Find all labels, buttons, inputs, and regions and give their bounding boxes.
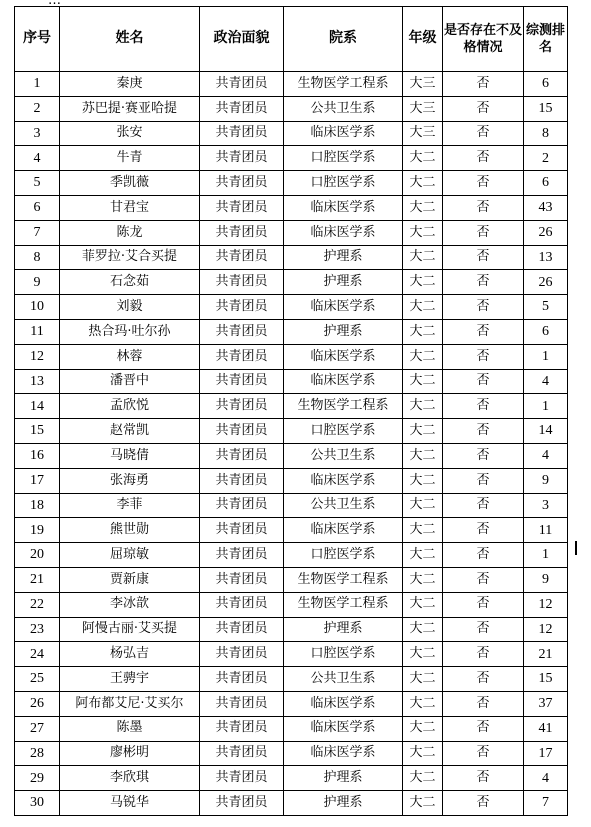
cell-overall-rank: 41 bbox=[524, 716, 568, 741]
cell-overall-rank: 15 bbox=[524, 96, 568, 121]
cell-overall-rank: 4 bbox=[524, 443, 568, 468]
cell-political-status: 共青团员 bbox=[200, 270, 284, 295]
cell-overall-rank: 15 bbox=[524, 667, 568, 692]
table-row bbox=[15, 394, 568, 419]
cell-grade: 大二 bbox=[403, 369, 443, 394]
cell-overall-rank: 26 bbox=[524, 220, 568, 245]
cell-political-status: 共青团员 bbox=[200, 741, 284, 766]
cell-name: 苏巴提·赛亚哈提 bbox=[60, 96, 200, 121]
cell-department: 临床医学系 bbox=[284, 344, 403, 369]
header-name: 姓名 bbox=[60, 7, 200, 72]
cell-department: 生物医学工程系 bbox=[284, 394, 403, 419]
cell-political-status: 共青团员 bbox=[200, 319, 284, 344]
cell-index: 1 bbox=[15, 72, 60, 97]
cell-failing-status: 否 bbox=[443, 617, 524, 642]
cell-grade: 大二 bbox=[403, 716, 443, 741]
cell-overall-rank: 9 bbox=[524, 468, 568, 493]
cell-department: 临床医学系 bbox=[284, 468, 403, 493]
cell-failing-status: 否 bbox=[443, 96, 524, 121]
cell-index: 9 bbox=[15, 270, 60, 295]
cell-overall-rank: 12 bbox=[524, 617, 568, 642]
cell-political-status: 共青团员 bbox=[200, 518, 284, 543]
cell-department: 口腔医学系 bbox=[284, 642, 403, 667]
table-row bbox=[15, 543, 568, 568]
cell-index: 20 bbox=[15, 543, 60, 568]
header-overall-rank: 综测排名 bbox=[524, 7, 568, 72]
cell-department: 口腔医学系 bbox=[284, 146, 403, 171]
cell-name: 杨弘吉 bbox=[60, 642, 200, 667]
cell-grade: 大二 bbox=[403, 543, 443, 568]
cell-name: 屈琼敏 bbox=[60, 543, 200, 568]
table-header bbox=[15, 7, 568, 72]
cell-political-status: 共青团员 bbox=[200, 691, 284, 716]
table-row bbox=[15, 220, 568, 245]
cell-department: 公共卫生系 bbox=[284, 667, 403, 692]
cell-department: 临床医学系 bbox=[284, 369, 403, 394]
cell-index: 8 bbox=[15, 245, 60, 270]
cell-index: 26 bbox=[15, 691, 60, 716]
cell-political-status: 共青团员 bbox=[200, 171, 284, 196]
cell-grade: 大二 bbox=[403, 518, 443, 543]
cell-political-status: 共青团员 bbox=[200, 121, 284, 146]
cell-political-status: 共青团员 bbox=[200, 394, 284, 419]
student-list-table bbox=[14, 6, 568, 816]
cell-overall-rank: 21 bbox=[524, 642, 568, 667]
cell-political-status: 共青团员 bbox=[200, 791, 284, 816]
cell-political-status: 共青团员 bbox=[200, 195, 284, 220]
cell-index: 12 bbox=[15, 344, 60, 369]
header-department: 院系 bbox=[284, 7, 403, 72]
cell-grade: 大三 bbox=[403, 96, 443, 121]
header-grade: 年级 bbox=[403, 7, 443, 72]
table-row bbox=[15, 295, 568, 320]
cell-failing-status: 否 bbox=[443, 369, 524, 394]
table-row bbox=[15, 419, 568, 444]
table-row bbox=[15, 592, 568, 617]
cell-overall-rank: 2 bbox=[524, 146, 568, 171]
table-row bbox=[15, 791, 568, 816]
caption-fragment: … bbox=[48, 0, 61, 8]
cell-political-status: 共青团员 bbox=[200, 419, 284, 444]
cell-index: 2 bbox=[15, 96, 60, 121]
cell-name: 陈龙 bbox=[60, 220, 200, 245]
cell-political-status: 共青团员 bbox=[200, 716, 284, 741]
cell-index: 14 bbox=[15, 394, 60, 419]
cell-overall-rank: 14 bbox=[524, 419, 568, 444]
header-political-status: 政治面貌 bbox=[200, 7, 284, 72]
cell-overall-rank: 3 bbox=[524, 493, 568, 518]
cell-overall-rank: 6 bbox=[524, 171, 568, 196]
table-row bbox=[15, 195, 568, 220]
cell-index: 28 bbox=[15, 741, 60, 766]
cell-name: 李菲 bbox=[60, 493, 200, 518]
cell-department: 口腔医学系 bbox=[284, 171, 403, 196]
cell-department: 公共卫生系 bbox=[284, 493, 403, 518]
cell-department: 生物医学工程系 bbox=[284, 592, 403, 617]
table-row bbox=[15, 518, 568, 543]
cell-failing-status: 否 bbox=[443, 220, 524, 245]
cell-department: 生物医学工程系 bbox=[284, 567, 403, 592]
cell-failing-status: 否 bbox=[443, 468, 524, 493]
cell-failing-status: 否 bbox=[443, 419, 524, 444]
cell-index: 4 bbox=[15, 146, 60, 171]
cell-overall-rank: 43 bbox=[524, 195, 568, 220]
cell-name: 张安 bbox=[60, 121, 200, 146]
cell-name: 陈墨 bbox=[60, 716, 200, 741]
cell-grade: 大二 bbox=[403, 567, 443, 592]
table-row bbox=[15, 245, 568, 270]
cell-failing-status: 否 bbox=[443, 146, 524, 171]
cell-department: 公共卫生系 bbox=[284, 96, 403, 121]
cell-grade: 大二 bbox=[403, 691, 443, 716]
cell-index: 19 bbox=[15, 518, 60, 543]
cell-name: 阿布都艾尼·艾买尔 bbox=[60, 691, 200, 716]
cell-department: 临床医学系 bbox=[284, 121, 403, 146]
cell-political-status: 共青团员 bbox=[200, 369, 284, 394]
cell-overall-rank: 11 bbox=[524, 518, 568, 543]
cell-overall-rank: 17 bbox=[524, 741, 568, 766]
cell-political-status: 共青团员 bbox=[200, 72, 284, 97]
cell-overall-rank: 1 bbox=[524, 394, 568, 419]
table-row bbox=[15, 642, 568, 667]
table-row bbox=[15, 96, 568, 121]
cell-failing-status: 否 bbox=[443, 270, 524, 295]
cell-grade: 大二 bbox=[403, 270, 443, 295]
cell-index: 25 bbox=[15, 667, 60, 692]
cell-failing-status: 否 bbox=[443, 319, 524, 344]
cell-index: 29 bbox=[15, 766, 60, 791]
cell-index: 24 bbox=[15, 642, 60, 667]
cell-name: 林蓉 bbox=[60, 344, 200, 369]
cell-department: 临床医学系 bbox=[284, 741, 403, 766]
cell-department: 护理系 bbox=[284, 245, 403, 270]
cell-grade: 大二 bbox=[403, 791, 443, 816]
cell-failing-status: 否 bbox=[443, 741, 524, 766]
cell-failing-status: 否 bbox=[443, 716, 524, 741]
cell-department: 临床医学系 bbox=[284, 295, 403, 320]
cell-grade: 大二 bbox=[403, 319, 443, 344]
header-row bbox=[15, 7, 568, 72]
cell-overall-rank: 12 bbox=[524, 592, 568, 617]
cell-failing-status: 否 bbox=[443, 171, 524, 196]
cell-grade: 大二 bbox=[403, 766, 443, 791]
cell-grade: 大二 bbox=[403, 295, 443, 320]
cell-name: 热合玛·吐尔孙 bbox=[60, 319, 200, 344]
table-row bbox=[15, 567, 568, 592]
cell-failing-status: 否 bbox=[443, 567, 524, 592]
cell-failing-status: 否 bbox=[443, 195, 524, 220]
cell-political-status: 共青团员 bbox=[200, 642, 284, 667]
cell-failing-status: 否 bbox=[443, 493, 524, 518]
table-row bbox=[15, 667, 568, 692]
cell-overall-rank: 7 bbox=[524, 791, 568, 816]
margin-mark bbox=[575, 541, 577, 555]
cell-grade: 大二 bbox=[403, 146, 443, 171]
table-row bbox=[15, 344, 568, 369]
cell-political-status: 共青团员 bbox=[200, 493, 284, 518]
cell-overall-rank: 13 bbox=[524, 245, 568, 270]
cell-political-status: 共青团员 bbox=[200, 468, 284, 493]
table-row bbox=[15, 146, 568, 171]
cell-grade: 大二 bbox=[403, 394, 443, 419]
cell-grade: 大二 bbox=[403, 617, 443, 642]
cell-index: 27 bbox=[15, 716, 60, 741]
cell-political-status: 共青团员 bbox=[200, 567, 284, 592]
cell-failing-status: 否 bbox=[443, 121, 524, 146]
cell-political-status: 共青团员 bbox=[200, 344, 284, 369]
cell-political-status: 共青团员 bbox=[200, 146, 284, 171]
cell-index: 15 bbox=[15, 419, 60, 444]
table-row bbox=[15, 171, 568, 196]
cell-grade: 大三 bbox=[403, 121, 443, 146]
cell-department: 护理系 bbox=[284, 319, 403, 344]
cell-name: 李欣琪 bbox=[60, 766, 200, 791]
cell-overall-rank: 6 bbox=[524, 319, 568, 344]
cell-name: 熊世勋 bbox=[60, 518, 200, 543]
cell-name: 张海勇 bbox=[60, 468, 200, 493]
cell-name: 甘君宝 bbox=[60, 195, 200, 220]
cell-overall-rank: 4 bbox=[524, 369, 568, 394]
cell-political-status: 共青团员 bbox=[200, 667, 284, 692]
cell-name: 孟欣悦 bbox=[60, 394, 200, 419]
table-row bbox=[15, 617, 568, 642]
cell-index: 13 bbox=[15, 369, 60, 394]
table-row bbox=[15, 468, 568, 493]
cell-name: 刘毅 bbox=[60, 295, 200, 320]
cell-index: 30 bbox=[15, 791, 60, 816]
cell-index: 6 bbox=[15, 195, 60, 220]
cell-failing-status: 否 bbox=[443, 543, 524, 568]
cell-political-status: 共青团员 bbox=[200, 766, 284, 791]
table-row bbox=[15, 443, 568, 468]
cell-grade: 大二 bbox=[403, 667, 443, 692]
cell-index: 3 bbox=[15, 121, 60, 146]
table-row bbox=[15, 716, 568, 741]
cell-grade: 大二 bbox=[403, 468, 443, 493]
cell-overall-rank: 6 bbox=[524, 72, 568, 97]
cell-failing-status: 否 bbox=[443, 691, 524, 716]
cell-overall-rank: 37 bbox=[524, 691, 568, 716]
header-failing-status: 是否存在不及格情况 bbox=[443, 7, 524, 72]
cell-department: 临床医学系 bbox=[284, 691, 403, 716]
cell-political-status: 共青团员 bbox=[200, 443, 284, 468]
cell-grade: 大二 bbox=[403, 245, 443, 270]
cell-grade: 大二 bbox=[403, 344, 443, 369]
cell-index: 21 bbox=[15, 567, 60, 592]
cell-index: 16 bbox=[15, 443, 60, 468]
cell-overall-rank: 1 bbox=[524, 344, 568, 369]
cell-name: 廖彬明 bbox=[60, 741, 200, 766]
cell-failing-status: 否 bbox=[443, 394, 524, 419]
cell-index: 7 bbox=[15, 220, 60, 245]
cell-failing-status: 否 bbox=[443, 642, 524, 667]
cell-department: 口腔医学系 bbox=[284, 543, 403, 568]
table-body bbox=[15, 72, 568, 816]
table-row bbox=[15, 766, 568, 791]
cell-name: 潘晋中 bbox=[60, 369, 200, 394]
header-index: 序号 bbox=[15, 7, 60, 72]
cell-failing-status: 否 bbox=[443, 245, 524, 270]
cell-name: 菲罗拉·艾合买提 bbox=[60, 245, 200, 270]
cell-index: 5 bbox=[15, 171, 60, 196]
cell-grade: 大二 bbox=[403, 443, 443, 468]
cell-failing-status: 否 bbox=[443, 72, 524, 97]
cell-index: 18 bbox=[15, 493, 60, 518]
table-row bbox=[15, 121, 568, 146]
cell-name: 李冰歆 bbox=[60, 592, 200, 617]
cell-political-status: 共青团员 bbox=[200, 245, 284, 270]
cell-failing-status: 否 bbox=[443, 344, 524, 369]
cell-name: 牛青 bbox=[60, 146, 200, 171]
cell-overall-rank: 8 bbox=[524, 121, 568, 146]
cell-name: 季凯薇 bbox=[60, 171, 200, 196]
cell-failing-status: 否 bbox=[443, 518, 524, 543]
cell-overall-rank: 9 bbox=[524, 567, 568, 592]
cell-political-status: 共青团员 bbox=[200, 592, 284, 617]
table-row bbox=[15, 369, 568, 394]
cell-name: 马锐华 bbox=[60, 791, 200, 816]
cell-name: 秦庚 bbox=[60, 72, 200, 97]
cell-name: 马晓倩 bbox=[60, 443, 200, 468]
cell-failing-status: 否 bbox=[443, 667, 524, 692]
cell-political-status: 共青团员 bbox=[200, 617, 284, 642]
cell-department: 护理系 bbox=[284, 617, 403, 642]
cell-department: 口腔医学系 bbox=[284, 419, 403, 444]
cell-department: 公共卫生系 bbox=[284, 443, 403, 468]
cell-department: 临床医学系 bbox=[284, 195, 403, 220]
cell-grade: 大二 bbox=[403, 419, 443, 444]
cell-department: 临床医学系 bbox=[284, 716, 403, 741]
cell-name: 赵常凯 bbox=[60, 419, 200, 444]
cell-index: 23 bbox=[15, 617, 60, 642]
cell-failing-status: 否 bbox=[443, 592, 524, 617]
cell-department: 护理系 bbox=[284, 791, 403, 816]
cell-department: 生物医学工程系 bbox=[284, 72, 403, 97]
cell-grade: 大二 bbox=[403, 642, 443, 667]
table-row bbox=[15, 72, 568, 97]
cell-overall-rank: 5 bbox=[524, 295, 568, 320]
cell-failing-status: 否 bbox=[443, 766, 524, 791]
cell-failing-status: 否 bbox=[443, 443, 524, 468]
cell-index: 11 bbox=[15, 319, 60, 344]
cell-index: 17 bbox=[15, 468, 60, 493]
cell-grade: 大二 bbox=[403, 195, 443, 220]
table-row bbox=[15, 319, 568, 344]
cell-overall-rank: 26 bbox=[524, 270, 568, 295]
cell-department: 护理系 bbox=[284, 270, 403, 295]
cell-index: 10 bbox=[15, 295, 60, 320]
cell-grade: 大二 bbox=[403, 592, 443, 617]
cell-grade: 大二 bbox=[403, 493, 443, 518]
table-row bbox=[15, 691, 568, 716]
cell-grade: 大二 bbox=[403, 220, 443, 245]
cell-overall-rank: 1 bbox=[524, 543, 568, 568]
cell-grade: 大二 bbox=[403, 741, 443, 766]
cell-political-status: 共青团员 bbox=[200, 96, 284, 121]
cell-political-status: 共青团员 bbox=[200, 295, 284, 320]
table-row bbox=[15, 493, 568, 518]
cell-political-status: 共青团员 bbox=[200, 543, 284, 568]
cell-failing-status: 否 bbox=[443, 791, 524, 816]
cell-political-status: 共青团员 bbox=[200, 220, 284, 245]
cell-index: 22 bbox=[15, 592, 60, 617]
table-row bbox=[15, 270, 568, 295]
cell-name: 阿慢古丽·艾买提 bbox=[60, 617, 200, 642]
cell-grade: 大三 bbox=[403, 72, 443, 97]
cell-department: 护理系 bbox=[284, 766, 403, 791]
cell-failing-status: 否 bbox=[443, 295, 524, 320]
cell-overall-rank: 4 bbox=[524, 766, 568, 791]
cell-name: 王骋宇 bbox=[60, 667, 200, 692]
cell-name: 贾新康 bbox=[60, 567, 200, 592]
cell-department: 临床医学系 bbox=[284, 220, 403, 245]
table-row bbox=[15, 741, 568, 766]
cell-department: 临床医学系 bbox=[284, 518, 403, 543]
cell-name: 石念茹 bbox=[60, 270, 200, 295]
cell-grade: 大二 bbox=[403, 171, 443, 196]
